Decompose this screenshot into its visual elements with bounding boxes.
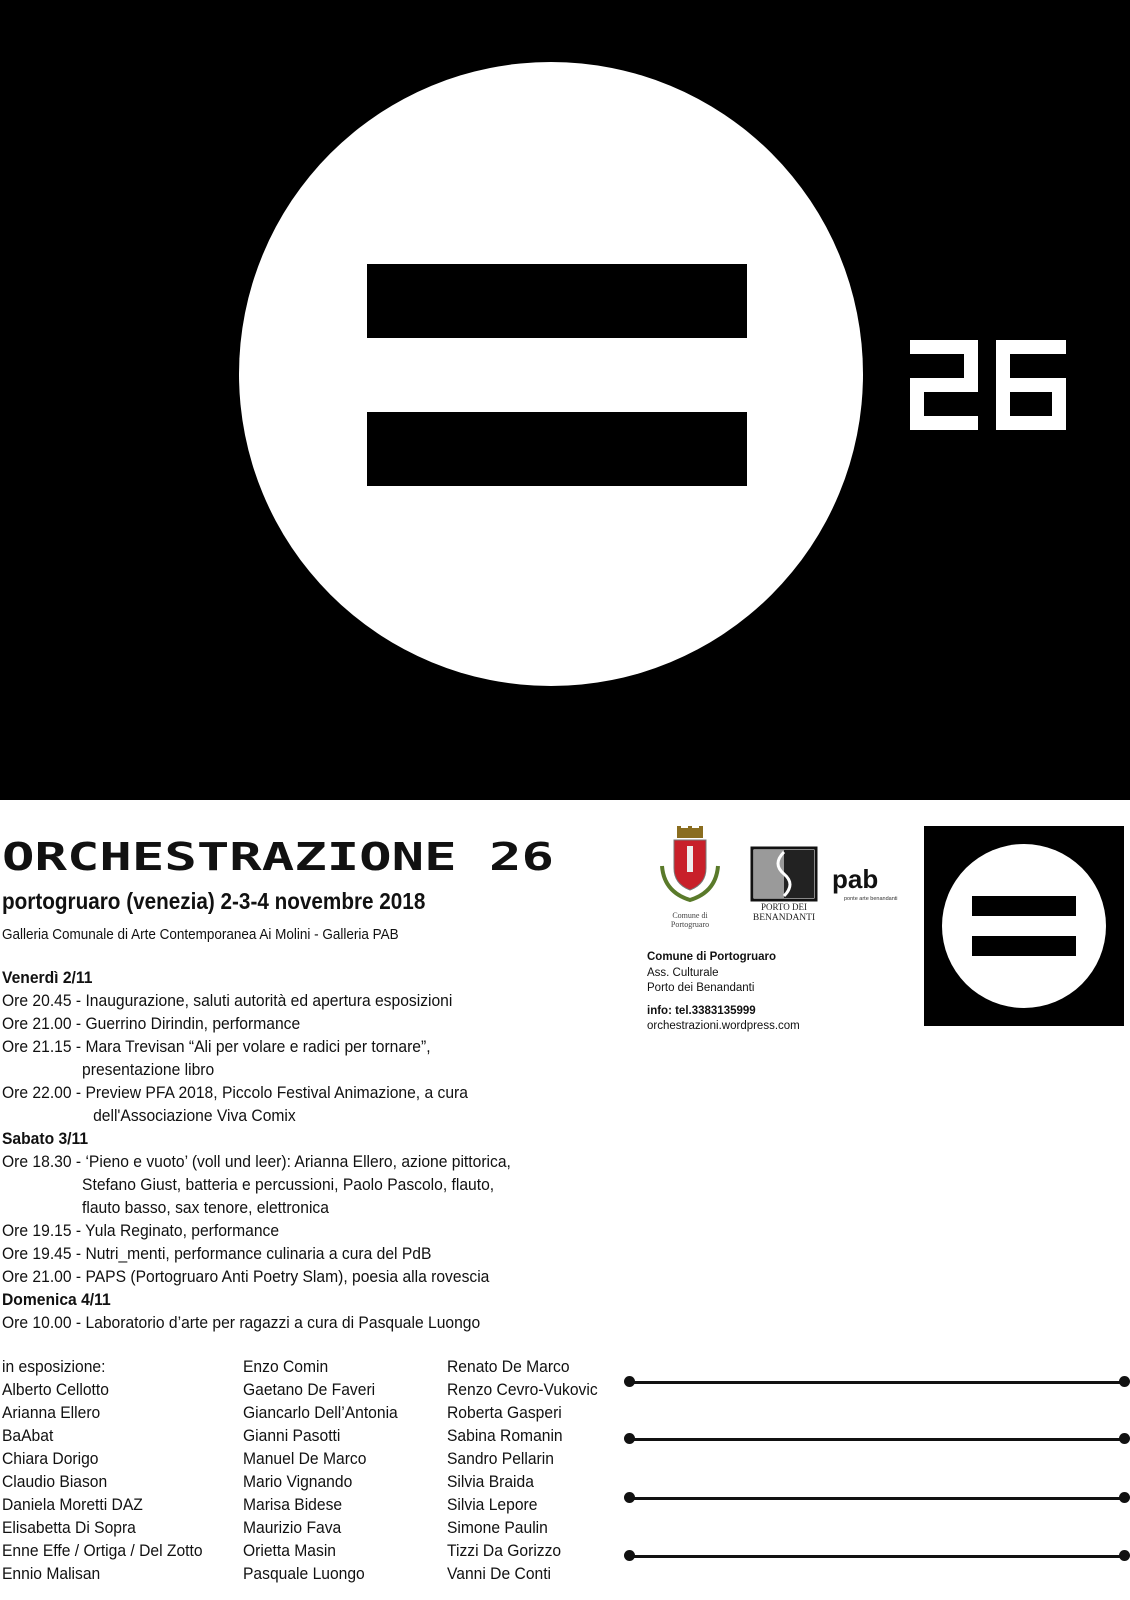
equals-bar-top-small	[972, 896, 1076, 916]
info-block	[647, 950, 800, 1035]
comune-caption-1: Comune di	[672, 911, 708, 920]
number-26	[910, 340, 1070, 430]
program-item-continued: flauto basso, sax tenore, elettronica	[82, 1198, 329, 1217]
artist-name: Gaetano De Faveri	[243, 1380, 376, 1399]
connector-dot	[1119, 1550, 1130, 1561]
artist-name: Arianna Ellero	[2, 1403, 101, 1422]
artists-column-1	[2, 1355, 220, 1585]
program-item: Ore 21.00 - Guerrino Dirindin, performance	[2, 1014, 301, 1033]
program-day: Domenica 4/11	[2, 1290, 111, 1309]
equals-circle-logo	[239, 62, 863, 686]
program-day: Venerdì 2/11	[2, 968, 93, 987]
connector-dot	[1119, 1433, 1130, 1444]
program-item: Ore 18.30 - ‘Pieno e vuoto’ (voll und leer): Arianna Ellero, azione pittorica,	[2, 1152, 511, 1171]
pab-logo	[830, 864, 910, 904]
artist-name: Silvia Lepore	[447, 1495, 538, 1514]
program-item: Ore 21.00 - PAPS (Portogruaro Anti Poetry Slam), poesia alla rovescia	[2, 1267, 490, 1286]
program-item-continued: presentazione libro	[82, 1060, 215, 1079]
pab-wordmark: pab	[832, 864, 879, 894]
venue-line: Galleria Comunale di Arte Contemporanea Ai Molini - Galleria PAB	[2, 926, 399, 943]
artist-name: Elisabetta Di Sopra	[2, 1518, 136, 1537]
org-comune: Comune di Portogruaro	[647, 951, 777, 963]
org-association: Ass. Culturale	[647, 966, 719, 979]
connector-line	[628, 1438, 1124, 1441]
program-item: Ore 19.45 - Nutri_menti, performance culinaria a cura del PdB	[2, 1244, 432, 1263]
artist-name: Chiara Dorigo	[2, 1449, 99, 1468]
equals-bar-top	[367, 264, 747, 338]
artist-name: Giancarlo Dell’Antonia	[243, 1403, 398, 1422]
website-link[interactable]: orchestrazioni.wordpress.com	[647, 1020, 800, 1032]
artist-name: Marisa Bidese	[243, 1495, 343, 1514]
program-item: Ore 22.00 - Preview PFA 2018, Piccolo Festival Animazione, a cura	[2, 1083, 468, 1102]
artist-name: Alberto Cellotto	[2, 1380, 109, 1399]
artist-name: Sandro Pellarin	[447, 1449, 554, 1468]
connector-dot	[624, 1433, 635, 1444]
org-porto: Porto dei Benandanti	[647, 982, 755, 994]
crown-icon	[677, 826, 703, 838]
svg-text:ORCHESTRAZIONE 26: ORCHESTRAZIONE 26	[2, 838, 554, 878]
event-subtitle: portogruaro (venezia) 2-3-4 novembre 2018	[2, 888, 426, 914]
artist-name: Renzo Cevro-Vukovic	[447, 1380, 598, 1399]
connector-dot	[624, 1376, 635, 1387]
program-day: Sabato 3/11	[2, 1129, 89, 1148]
contact-phone: info: tel.3383135999	[647, 1004, 756, 1017]
connector-line	[628, 1555, 1124, 1558]
program-list	[2, 966, 602, 1334]
program-item-continued: Stefano Giust, batteria e percussioni, Paolo Pascolo, flauto,	[82, 1175, 495, 1194]
artist-name: Claudio Biason	[2, 1472, 108, 1491]
equals-square-logo	[924, 826, 1124, 1026]
artist-name: Gianni Pasotti	[243, 1426, 341, 1445]
artists-column-3	[447, 1355, 611, 1585]
connector-dot	[1119, 1376, 1130, 1387]
artist-name: Silvia Braida	[447, 1472, 534, 1491]
artist-name: Maurizio Fava	[243, 1518, 342, 1537]
artist-name: Vanni De Conti	[447, 1564, 552, 1583]
artist-name: BaAbat	[2, 1426, 54, 1445]
artist-name: Tizzi Da Gorizzo	[447, 1541, 562, 1560]
connector-dot	[1119, 1492, 1130, 1503]
equals-bar-bottom	[367, 412, 747, 486]
program-item-continued: dell'Associazione Viva Comix	[93, 1106, 296, 1125]
artist-name: Enzo Comin	[243, 1357, 329, 1376]
artists-heading: in esposizione:	[2, 1357, 106, 1376]
connector-dot	[624, 1492, 635, 1503]
connector-line	[628, 1497, 1124, 1500]
artist-name: Enne Effe / Ortiga / Del Zotto	[2, 1541, 203, 1560]
artist-name: Mario Vignando	[243, 1472, 353, 1491]
porto-caption-2: BENANDANTI	[752, 913, 816, 922]
pab-caption: ponte arte benandanti	[844, 896, 898, 902]
program-item: Ore 19.15 - Yula Reginato, performance	[2, 1221, 280, 1240]
artist-name: Orietta Masin	[243, 1541, 337, 1560]
artists-column-2	[243, 1355, 411, 1585]
artist-name: Daniela Moretti DAZ	[2, 1495, 143, 1514]
comune-caption-2: Portogruaro	[670, 920, 710, 929]
connector-line	[628, 1381, 1124, 1384]
artist-name: Simone Paulin	[447, 1518, 548, 1537]
artist-name: Pasquale Luongo	[243, 1564, 365, 1583]
program-item: Ore 21.15 - Mara Trevisan “Ali per volare e radici per tornare”,	[2, 1037, 431, 1056]
artist-name: Manuel De Marco	[243, 1449, 367, 1468]
porto-benandanti-logo	[748, 846, 822, 922]
artist-name: Roberta Gasperi	[447, 1403, 562, 1422]
equals-circle-small	[942, 844, 1106, 1008]
poster-title	[2, 838, 562, 878]
program-item: Ore 10.00 - Laboratorio d’arte per ragazzi a cura di Pasquale Luongo	[2, 1313, 481, 1332]
artist-name: Renato De Marco	[447, 1357, 570, 1376]
artist-name: Sabina Romanin	[447, 1426, 563, 1445]
program-item: Ore 20.45 - Inaugurazione, saluti autorità ed apertura esposizioni	[2, 991, 453, 1010]
equals-bar-bottom-small	[972, 936, 1076, 956]
porto-caption-1: PORTO DEI	[760, 902, 808, 912]
connector-dot	[624, 1550, 635, 1561]
artist-name: Ennio Malisan	[2, 1564, 101, 1583]
comune-crest-logo	[650, 826, 730, 936]
